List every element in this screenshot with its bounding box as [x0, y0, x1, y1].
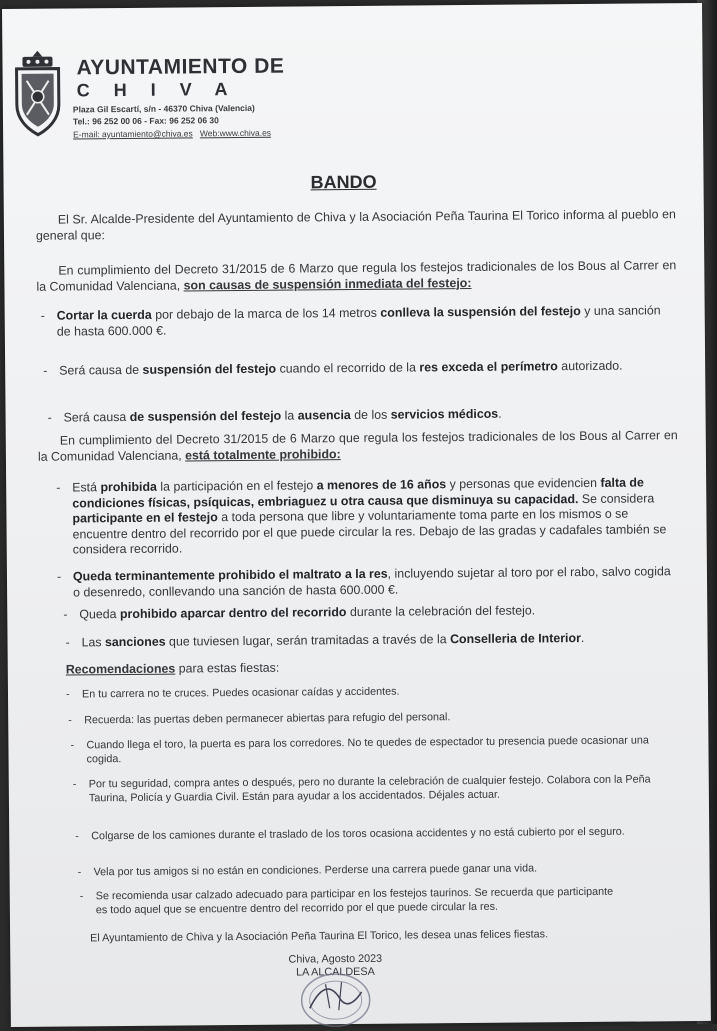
section1-item-3: - Será causa de suspensión del festejo la ausencia de los servicios médicos.: [47, 406, 502, 425]
recommendation-item: - Vela por tus amigos si no están en condiciones. Perderse una carrera puede ganar una vida.: [77, 862, 538, 879]
signature-role: LA ALCALDESA: [296, 965, 375, 979]
document-title: BANDO: [310, 171, 377, 193]
address: Plaza Gil Escartí, s/n - 46370 Chiva (Valencia): [72, 102, 255, 115]
section1-lead: En cumplimiento del Decreto 31/2015 de 6 Marzo que regula los festejos tradicionales de los Bous al Carrer en la Comunidad Valenciana, son causas de suspensión inmediata del festejo:: [36, 258, 677, 294]
recommendation-item: - En tu carrera no te cruces. Puedes ocasionar caídas y accidentes.: [65, 685, 400, 701]
recommendation-item: - Se recomienda usar calzado adecuado para participar en los festejos taurinos. Se recuerda que participante es todo aquel que se encuentre dentro del recorrido por el que puede circular la res.: [79, 885, 614, 916]
web-link[interactable]: Web:www.chiva.es: [199, 127, 272, 139]
recommendation-item: - Colgarse de los camiones durante el traslado de los toros ocasiona accidentes y no está cubierto por el seguro.: [75, 825, 625, 843]
signature-date: Chiva, Agosto 2023: [288, 952, 383, 966]
recommendation-item: - Recuerda: las puertas deben permanecer abiertas para refugio del personal.: [68, 711, 451, 727]
section1-item-1: - Cortar la cuerda por debajo de la marca de los 14 metros conlleva la suspensión del festejo y una sanción de hasta 600.000 €.: [40, 303, 661, 339]
coat-of-arms-icon: [8, 48, 67, 143]
town-name: CHIVA: [76, 78, 252, 101]
recommendations-heading: Recomendaciones para estas fiestas:: [65, 660, 280, 677]
email-link[interactable]: E-mail: ayuntamiento@chiva.es: [73, 128, 193, 140]
section1-item-2: - Será causa de suspensión del festejo cuando el recorrido de la res exceda el perímetro autorizado.: [43, 358, 623, 378]
section2-item-2: - Queda terminantemente prohibido el maltrato a la res, incluyendo sujetar al toro por el rabo, salvo cogida o desenredo, conllevando una sanción de hasta 600.000 €.: [56, 564, 671, 599]
section2-item-3: - Queda prohibido aparcar dentro del recorrido durante la celebración del festejo.: [63, 603, 536, 622]
town-hall-title: AYUNTAMIENTO DE: [76, 54, 285, 80]
bando-notice: [2, 3, 711, 1027]
closing-message: El Ayuntamiento de Chiva y la Asociación Peña Taurina El Torico, les desea unas felices fiestas.: [90, 928, 549, 945]
section2-lead: En cumplimiento del Decreto 31/2015 de 6 Marzo que regula los festejos tradicionales de los Bous al Carrer en la Comunidad Valenciana, está totalmente prohibido:: [37, 428, 678, 464]
recommendation-item: - Cuando llega el toro, la puerta es para los corredores. No te quedes de espectador tu presencia puede ocasionar una cogida.: [70, 734, 649, 765]
section2-item-1: - Está prohibida la participación en el festejo a menores de 16 años y personas que evidencien falta de condiciones físicas, psíquicas, embriaguez u otra causa que disminuya su capacidad. Se considera participante en el festejo a toda persona que libre y voluntariamente toma parte en los mismos o se encuentre dentro del recorrido por el que puede circular la res. Debajo de las gradas y cadafales también se considera recorrido.: [56, 475, 667, 557]
contact-line: [73, 128, 271, 140]
official-stamp-icon: [295, 968, 376, 1029]
intro-paragraph: El Sr. Alcalde-Presidente del Ayuntamiento de Chiva y la Asociación Peña Taurina El Torico informa al pueblo en general que:: [35, 207, 676, 243]
phone-fax: Tel.: 96 252 00 06 - Fax: 96 252 06 30: [72, 115, 219, 127]
section2-item-4: - Las sanciones que tuviesen lugar, serán tramitadas a través de la Conselleria de Interior.: [65, 630, 585, 650]
recommendation-item: - Por tu seguridad, compra antes o después, pero no durante la celebración de cualquier festejo. Colabora con la Peña Taurina, Policía y Guardia Civil. Están para ayudar a los accidentados. Déjales actuar.: [72, 773, 651, 804]
